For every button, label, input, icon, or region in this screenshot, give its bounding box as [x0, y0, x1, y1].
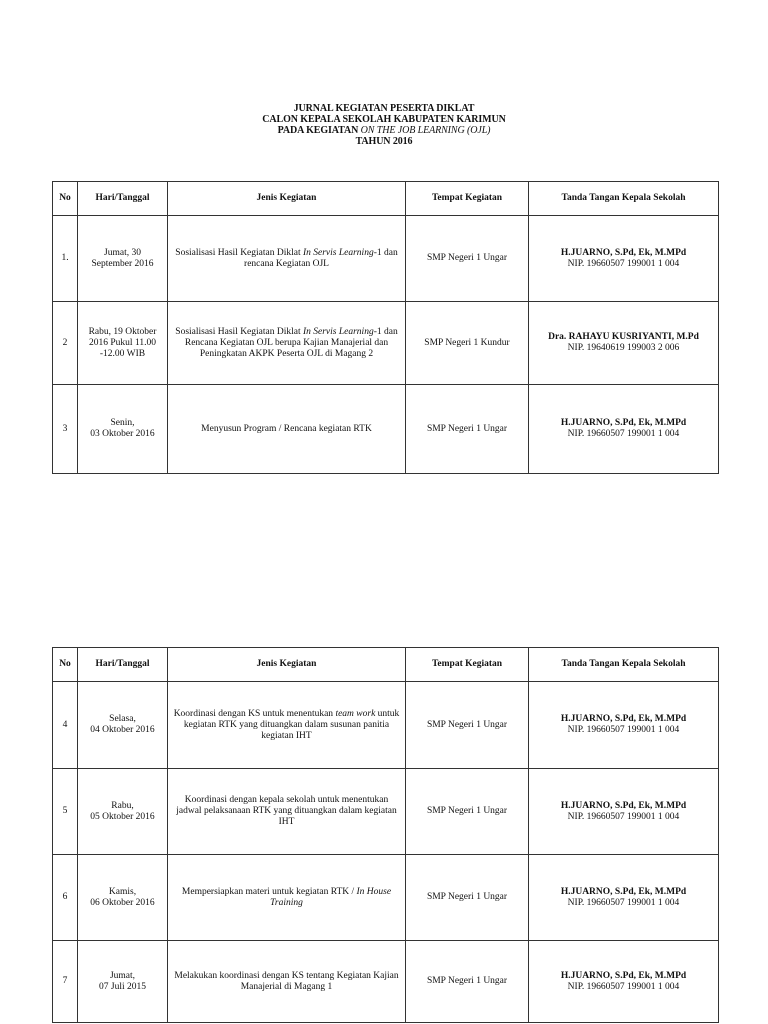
cell-signature	[529, 302, 719, 385]
signer-nip: NIP. 19660507 199001 1 004	[567, 981, 680, 992]
table-header-row	[53, 648, 719, 682]
table-row	[53, 941, 719, 1023]
header-signature: Tanda Tangan Kepala Sekolah	[529, 648, 719, 682]
activity-table-2	[52, 647, 719, 1023]
header-date: Hari/Tanggal	[78, 648, 168, 682]
cell-activity	[168, 682, 406, 769]
activity-text: Sosialisasi Hasil Kegiatan Diklat	[175, 247, 303, 258]
cell-place: SMP Negeri 1 Ungar	[406, 855, 529, 941]
cell-activity	[168, 941, 406, 1023]
header-no: No	[53, 648, 78, 682]
title-line-3	[0, 125, 768, 136]
cell-place: SMP Negeri 1 Ungar	[406, 682, 529, 769]
document-title	[0, 103, 768, 147]
activity-text: Sosialisasi Hasil Kegiatan Diklat	[175, 326, 303, 337]
signer-name: Dra. RAHAYU KUSRIYANTI, M.Pd	[548, 332, 699, 342]
table-row	[53, 769, 719, 855]
cell-signature	[529, 769, 719, 855]
signer-nip: NIP. 19660507 199001 1 004	[567, 811, 680, 822]
cell-place: SMP Negeri 1 Ungar	[406, 385, 529, 474]
signer-name: H.JUARNO, S.Pd, Ek, M.MPd	[560, 800, 687, 811]
cell-place: SMP Negeri 1 Kundur	[406, 302, 529, 385]
title-line-3-italic: ON THE JOB LEARNING (OJL)	[360, 125, 491, 136]
title-line-2: CALON KEPALA SEKOLAH KABUPATEN KARIMUN	[262, 114, 506, 125]
cell-no: 4	[53, 682, 78, 769]
title-line-1: JURNAL KEGIATAN PESERTA DIKLAT	[293, 103, 475, 114]
cell-signature	[529, 682, 719, 769]
activity-text: Koordinasi dengan KS untuk menentukan	[173, 708, 336, 719]
activity-text: Mempersiapkan materi untuk kegiatan RTK /	[181, 886, 357, 897]
activity-text: Menyusun Program / Rencana kegiatan RTK	[201, 423, 372, 434]
cell-place: SMP Negeri 1 Ungar	[406, 941, 529, 1023]
table-row	[53, 682, 719, 769]
activity-text-tail: untuk kegiatan RTK yang dituangkan dalam susunan panitia kegiatan IHT	[183, 708, 400, 741]
title-line-3-prefix: PADA KEGIATAN	[277, 125, 361, 136]
activity-text: Koordinasi dengan kepala sekolah untuk menentukan jadwal pelaksanaan RTK yang dituangkan dalam kegiatan IHT	[176, 795, 397, 827]
cell-date: Kamis, 06 Oktober 2016	[78, 855, 168, 941]
signer-nip: NIP. 19640619 199003 2 006	[567, 343, 680, 353]
cell-no: 2	[53, 302, 78, 385]
activity-italic: In Servis Learning	[302, 247, 374, 258]
signer-nip: NIP. 19660507 199001 1 004	[567, 725, 680, 735]
cell-date: Senin, 03 Oktober 2016	[78, 385, 168, 474]
cell-place: SMP Negeri 1 Ungar	[406, 216, 529, 302]
table-row	[53, 385, 719, 474]
table-row	[53, 216, 719, 302]
signer-name: H.JUARNO, S.Pd, Ek, M.MPd	[560, 970, 687, 981]
cell-no: 5	[53, 769, 78, 855]
cell-no: 3	[53, 385, 78, 474]
activity-table-1	[52, 181, 719, 474]
signer-name: H.JUARNO, S.Pd, Ek, M.MPd	[560, 247, 687, 258]
activity-text-tail: -1 dan rencana Kegiatan OJL	[244, 247, 398, 269]
cell-date: Rabu, 05 Oktober 2016	[78, 769, 168, 855]
cell-signature	[529, 385, 719, 474]
cell-signature	[529, 216, 719, 302]
title-line-4: TAHUN 2016	[355, 136, 413, 147]
cell-place: SMP Negeri 1 Ungar	[406, 769, 529, 855]
signer-name: H.JUARNO, S.Pd, Ek, M.MPd	[560, 886, 687, 897]
table-row	[53, 302, 719, 385]
cell-date: Rabu, 19 Oktober 2016 Pukul 11.00 -12.00 WIB	[78, 302, 168, 385]
cell-no: 6	[53, 855, 78, 941]
activity-text-tail: -1 dan Rencana Kegiatan OJL berupa Kajian Manajerial dan Peningkatan AKPK Peserta OJL di Magang 2	[184, 326, 398, 359]
signer-nip: NIP. 19660507 199001 1 004	[567, 897, 680, 908]
cell-date: Jumat, 30 September 2016	[78, 216, 168, 302]
signer-name: H.JUARNO, S.Pd, Ek, M.MPd	[560, 418, 687, 428]
cell-activity	[168, 385, 406, 474]
cell-signature	[529, 855, 719, 941]
signer-nip: NIP. 19660507 199001 1 004	[567, 258, 680, 269]
header-activity: Jenis Kegiatan	[168, 648, 406, 682]
activity-italic: team work	[335, 708, 376, 719]
signer-name: H.JUARNO, S.Pd, Ek, M.MPd	[560, 714, 687, 724]
header-no: No	[53, 182, 78, 216]
cell-no: 1.	[53, 216, 78, 302]
cell-date: Jumat, 07 Juli 2015	[78, 941, 168, 1023]
cell-signature	[529, 941, 719, 1023]
table-header-row	[53, 182, 719, 216]
activity-italic: In House Training	[270, 886, 392, 908]
activity-text: Melakukan koordinasi dengan KS tentang Kegiatan Kajian Manajerial di Magang 1	[174, 970, 399, 992]
header-activity: Jenis Kegiatan	[168, 182, 406, 216]
header-place: Tempat Kegiatan	[406, 182, 529, 216]
cell-date: Selasa, 04 Oktober 2016	[78, 682, 168, 769]
cell-no: 7	[53, 941, 78, 1023]
activity-italic: In Servis Learning	[302, 326, 374, 337]
header-place: Tempat Kegiatan	[406, 648, 529, 682]
signer-nip: NIP. 19660507 199001 1 004	[567, 429, 680, 439]
header-signature: Tanda Tangan Kepala Sekolah	[529, 182, 719, 216]
table-row	[53, 855, 719, 941]
header-date: Hari/Tanggal	[78, 182, 168, 216]
cell-activity	[168, 855, 406, 941]
cell-activity	[168, 216, 406, 302]
cell-activity	[168, 769, 406, 855]
cell-activity	[168, 302, 406, 385]
